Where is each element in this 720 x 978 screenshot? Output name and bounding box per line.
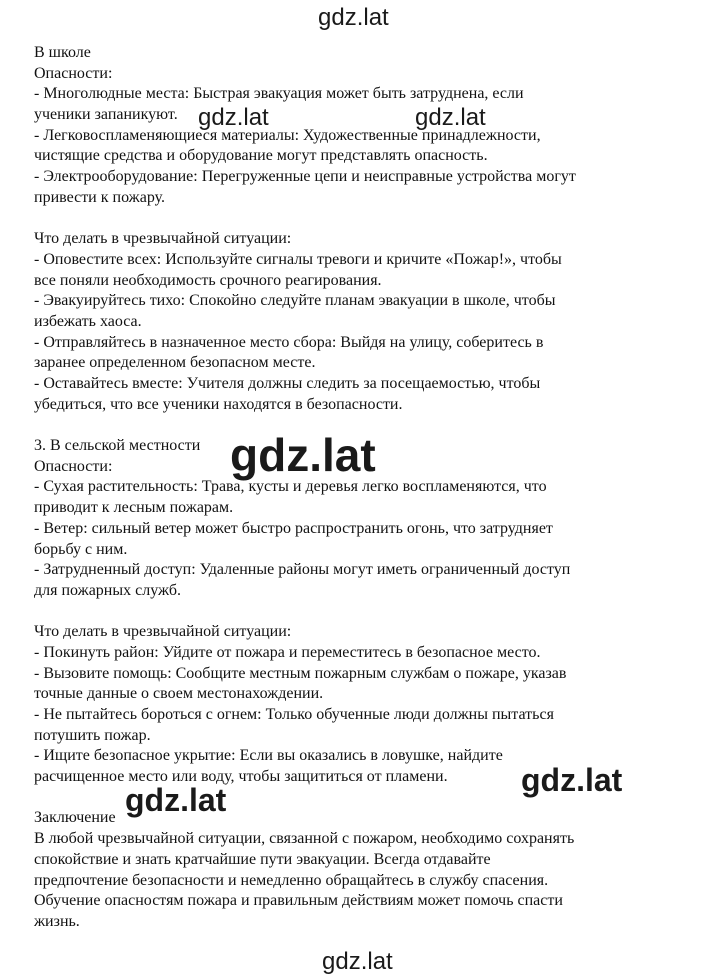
section-heading: Заключение: [34, 809, 116, 827]
watermark: gdz.lat: [415, 104, 486, 131]
text-line: приводит к лесным пожарам.: [34, 499, 234, 517]
hazards-label: Опасности:: [34, 457, 113, 475]
text-line: - Отправляйтесь в назначенное место сбора: Выйдя на улицу, соберитесь в: [34, 333, 544, 351]
text-line: избежать хаоса.: [34, 312, 142, 330]
text-line: - Ищите безопасное укрытие: Если вы оказались в ловушке, найдите: [34, 747, 503, 765]
text-line: - Многолюдные места: Быстрая эвакуация может быть затруднена, если: [34, 85, 524, 103]
watermark: gdz.lat: [198, 104, 269, 131]
text-line: - Эвакуируйтесь тихо: Спокойно следуйте планам эвакуации в школе, чтобы: [34, 292, 556, 310]
text-line: - Легковоспламеняющиеся материалы: Художественные принадлежности,: [34, 126, 541, 144]
text-line: - Сухая растительность: Трава, кусты и деревья легко воспламеняются, что: [34, 478, 547, 496]
text-line: Обучение опасностям пожара и правильным действиям может помочь спасти: [34, 892, 563, 910]
text-line: - Затрудненный доступ: Удаленные районы могут иметь ограниченный доступ: [34, 561, 571, 579]
text-line: - Ветер: сильный ветер может быстро распространить огонь, что затрудняет: [34, 519, 553, 537]
watermark: gdz.lat: [521, 762, 623, 798]
actions-label: Что делать в чрезвычайной ситуации:: [34, 230, 292, 248]
text-line: спокойствие и знать кратчайшие пути эвакуации. Всегда отдавайте: [34, 850, 491, 868]
text-line: - Электрооборудование: Перегруженные цепи и неисправные устройства могут: [34, 168, 576, 186]
text-line: - Покинуть район: Уйдите от пожара и переместитесь в безопасное место.: [34, 643, 541, 661]
section-conclusion: [34, 808, 684, 932]
text-line: расчищенное место или воду, чтобы защититься от пламени.: [34, 768, 448, 786]
text-line: ученики запаникуют.: [34, 106, 178, 124]
text-line: все поняли необходимость срочного реагирования.: [34, 271, 382, 289]
text-line: потушить пожар.: [34, 726, 151, 744]
actions-label: Что делать в чрезвычайной ситуации:: [34, 623, 292, 641]
section-school: [34, 43, 684, 415]
text-line: - Вызовите помощь: Сообщите местным пожарным службам о пожаре, указав: [34, 664, 567, 682]
text-line: точные данные о своем местонахождении.: [34, 685, 324, 703]
watermark: gdz.lat: [230, 429, 376, 481]
text-line: для пожарных служб.: [34, 581, 181, 599]
text-line: убедиться, что все ученики находятся в безопасности.: [34, 395, 403, 413]
watermark: gdz.lat: [322, 948, 393, 975]
watermark: gdz.lat: [125, 782, 227, 818]
section-rural: [34, 436, 684, 788]
text-line: заранее определенном безопасном месте.: [34, 354, 316, 372]
text-line: - Оставайтесь вместе: Учителя должны следить за посещаемостью, чтобы: [34, 375, 541, 392]
watermark: gdz.lat: [318, 4, 389, 31]
hazards-label: Опасности:: [34, 64, 113, 82]
text-line: чистящие средства и оборудование могут представлять опасность.: [34, 147, 488, 165]
section-heading: 3. В сельской местности: [34, 437, 201, 455]
paragraph-gap: [34, 602, 684, 623]
text-line: предпочтение безопасности и немедленно обращайтесь в службу спасения.: [34, 871, 549, 889]
text-line: - Не пытайтесь бороться с огнем: Только обученные люди должны пытаться: [34, 706, 554, 723]
text-line: привести к пожару.: [34, 188, 166, 206]
text-line: В любой чрезвычайной ситуации, связанной с пожаром, необходимо сохранять: [34, 830, 575, 848]
text-line: - Оповестите всех: Используйте сигналы тревоги и кричите «Пожар!», чтобы: [34, 250, 562, 268]
paragraph-gap: [34, 209, 684, 230]
section-heading: В школе: [34, 44, 91, 61]
text-line: борьбу с ним.: [34, 540, 128, 558]
text-line: жизнь.: [34, 912, 80, 930]
